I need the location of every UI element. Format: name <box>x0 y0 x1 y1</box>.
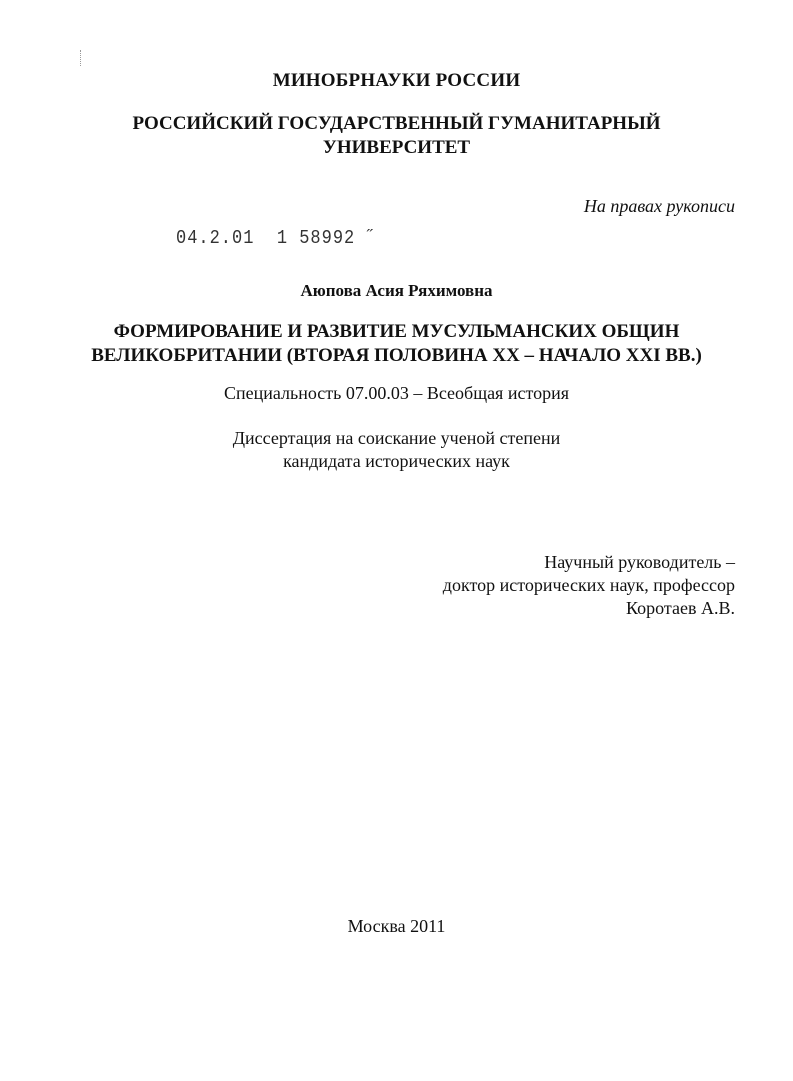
dissertation-title-line-2: ВЕЛИКОБРИТАНИИ (ВТОРАЯ ПОЛОВИНА XX – НАЧАЛО XXI ВВ.) <box>91 345 702 366</box>
degree-statement-line-1: Диссертация на соискание ученой степени <box>232 428 561 448</box>
university-heading-line-2: УНИВЕРСИТЕТ <box>322 137 471 158</box>
dissertation-title-line-1: ФОРМИРОВАНИЕ И РАЗВИТИЕ МУСУЛЬМАНСКИХ ОБЩИН <box>113 321 680 342</box>
university-heading-line-1: РОССИЙСКИЙ ГОСУДАРСТВЕННЫЙ ГУМАНИТАРНЫЙ <box>132 113 661 134</box>
supervisor-credentials: доктор исторических наук, профессор <box>442 575 735 595</box>
degree-statement-line-2: кандидата исторических наук <box>283 451 510 471</box>
author-name: Аюпова Асия Ряхимовна <box>300 281 493 300</box>
supervisor-role: Научный руководитель – <box>544 552 735 572</box>
scan-artifact-mark <box>80 50 83 66</box>
degree-statement <box>0 427 793 473</box>
supervisor-name: Коротаев А.В. <box>626 598 735 618</box>
library-registration-stamp: 04.2.01 1 58992 ˝ <box>176 228 378 250</box>
scientific-supervisor <box>443 551 735 620</box>
specialty-code: Специальность 07.00.03 – Всеобщая история <box>223 383 570 403</box>
city-and-year: Москва 2011 <box>347 916 446 936</box>
university-heading <box>0 112 793 160</box>
ministry-heading: МИНОБРНАУКИ РОССИИ <box>272 70 521 91</box>
dissertation-title <box>0 320 793 368</box>
manuscript-rights-note: На правах рукописи <box>583 196 735 216</box>
